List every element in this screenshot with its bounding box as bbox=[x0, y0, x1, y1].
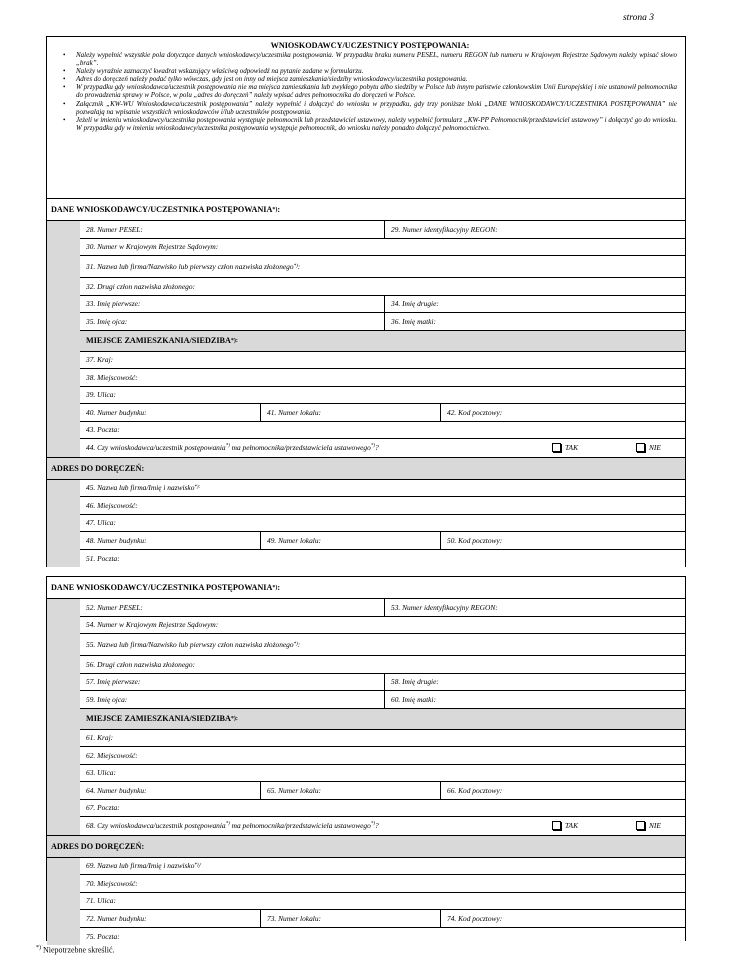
field-city[interactable]: 62. Miejscowość: bbox=[86, 750, 138, 760]
field-father-name[interactable]: 35. Imię ojca: bbox=[86, 316, 128, 326]
instruction-item: • Należy wyraźnie zaznaczyć kwadrat wskazujący właściwą odpowiedź na pytanie zadane w formularzu. bbox=[63, 67, 677, 75]
field-postal-code[interactable]: 42. Kod pocztowy: bbox=[440, 404, 685, 421]
field-regon[interactable]: 29. Numer identyfikacyjny REGON: bbox=[384, 221, 685, 238]
footnote: *) Niepotrzebne skreślić. bbox=[36, 945, 115, 955]
field-delivery-city[interactable]: 46. Miejscowość: bbox=[86, 500, 138, 510]
checkbox-no[interactable]: NIE bbox=[636, 443, 661, 452]
field-first-name[interactable]: 57. Imię pierwsze: bbox=[86, 677, 141, 687]
field-delivery-apartment-number[interactable]: 73. Numer lokalu: bbox=[260, 910, 440, 927]
field-regon[interactable]: 53. Numer identyfikacyjny REGON: bbox=[384, 599, 685, 616]
instruction-item: • Załącznik „KW-WU Wnioskodawca/uczestnik postępowania” należy wypełnić i dołączyć do wniosku w przypadku, gdy trzy poniższe bloki „DANE WNIOSKODAWCY/UCZESTNIKA POSTĘPOWANIA” nie pozwalają na wpisanie wszystkich wnioskodawców i/lub uczestników postępowania. bbox=[63, 100, 677, 116]
section-heading-delivery-address: ADRES DO DORĘCZEŃ: bbox=[47, 458, 685, 480]
field-delivery-apartment-number[interactable]: 49. Numer lokalu: bbox=[260, 532, 440, 549]
page-number: strona 3 bbox=[622, 13, 654, 23]
instructions-title: WNIOSKODAWCY/UCZESTNICY POSTĘPOWANIA: bbox=[270, 41, 470, 50]
field-delivery-street[interactable]: 71. Ulica: bbox=[86, 896, 116, 906]
field-delivery-street[interactable]: 47. Ulica: bbox=[86, 518, 116, 528]
field-street[interactable]: 39. Ulica: bbox=[86, 390, 116, 400]
applicant-box-1 bbox=[46, 36, 686, 567]
checkbox-icon[interactable] bbox=[636, 443, 645, 452]
residence-heading: MIEJSCE ZAMIESZKANIA/SIEDZIBA *): bbox=[80, 331, 685, 352]
instruction-item: • Jeżeli w imieniu wnioskodawcy/uczestnika postępowania występuje pełnomocnik lub przedstawiciel ustawowy, należy wypełnić formularz „KW-PP Pełnomocnik/przedstawiciel ustawowy” i dołączyć go do wniosku. W przypadku gdy w imieniu wnioskodawcy/uczestnika postępowania występuje pełnomocnik, do wniosku należy ponadto dołączyć pełnomocnictwo. bbox=[63, 116, 677, 132]
checkbox-icon[interactable] bbox=[552, 443, 561, 452]
field-street[interactable]: 63. Ulica: bbox=[86, 768, 116, 778]
residence-heading: MIEJSCE ZAMIESZKANIA/SIEDZIBA *): bbox=[80, 709, 685, 730]
field-building-number[interactable]: 40. Numer budynku: bbox=[86, 407, 147, 417]
question-has-representative: 44. Czy wnioskodawca/uczestnik postępowania*) ma pełnomocnika/przedstawiciela ustawowego*)? TAK NIE bbox=[86, 443, 661, 453]
field-city[interactable]: 38. Miejscowość: bbox=[86, 372, 138, 382]
checkbox-icon[interactable] bbox=[552, 821, 561, 830]
delivery-address-block bbox=[47, 858, 685, 946]
applicant-data-block bbox=[47, 221, 685, 458]
field-second-surname[interactable]: 56. Drugi człon nazwiska złożonego: bbox=[86, 659, 196, 669]
field-second-name[interactable]: 58. Imię drugie: bbox=[384, 674, 685, 691]
field-apartment-number[interactable]: 65. Numer lokalu: bbox=[260, 782, 440, 799]
field-second-surname[interactable]: 32. Drugi człon nazwiska złożonego: bbox=[86, 281, 196, 291]
checkbox-no[interactable]: NIE bbox=[636, 821, 661, 830]
instruction-item: • Należy wypełnić wszystkie pola dotyczące danych wnioskodawcy/uczestnika postępowania. W przypadku braku numeru PESEL, numeru REGON lub numeru w Krajowym Rejestrze Sądowym należy wpisać słowo „brak”. bbox=[63, 51, 677, 67]
field-delivery-postal-code[interactable]: 74. Kod pocztowy: bbox=[440, 910, 685, 927]
checkbox-icon[interactable] bbox=[636, 821, 645, 830]
field-apartment-number[interactable]: 41. Numer lokalu: bbox=[260, 404, 440, 421]
applicant-box-2 bbox=[46, 576, 686, 941]
field-second-name[interactable]: 34. Imię drugie: bbox=[384, 296, 685, 313]
field-pesel[interactable]: 28. Numer PESEL: bbox=[86, 224, 143, 234]
instruction-item: • W przypadku gdy wnioskodawca/uczestnik postępowania nie ma miejsca zamieszkania lub zwykłego pobytu albo siedziby w Polsce lub innym państwie członkowskim Unii Europejskiej i nie ustanowił pełnomocnika do prowadzenia sprawy w Polsce, w polu „adres do doręczeń” należy wpisać adres pełnomocnika do doręczeń w Polsce. bbox=[63, 83, 677, 99]
question-has-representative: 68. Czy wnioskodawca/uczestnik postępowania*) ma pełnomocnika/przedstawiciela ustawowego*)? TAK NIE bbox=[86, 821, 661, 831]
field-krs[interactable]: 54. Numer w Krajowym Rejestrze Sądowym: bbox=[86, 620, 219, 630]
instructions-panel bbox=[47, 37, 685, 199]
checkbox-yes[interactable]: TAK bbox=[552, 821, 622, 830]
field-name-or-company[interactable]: 31. Nazwa lub firma/Nazwisko lub pierwszy człon nazwiska złożonego *) : bbox=[86, 262, 301, 271]
field-mother-name[interactable]: 60. Imię matki: bbox=[384, 691, 685, 708]
field-krs[interactable]: 30. Numer w Krajowym Rejestrze Sądowym: bbox=[86, 242, 219, 252]
section-heading-applicant-data: DANE WNIOSKODAWCY/UCZESTNIKA POSTĘPOWANIA *) : bbox=[47, 199, 685, 221]
instruction-item: • Adres do doręczeń należy podać tylko wówczas, gdy jest on inny od miejsca zamieszkania/siedziby wnioskodawcy/uczestnika postępowania. bbox=[63, 75, 677, 83]
field-delivery-name[interactable]: 45. Nazwa lub firma/Imię i nazwisko *): bbox=[86, 483, 201, 493]
field-country[interactable]: 61. Kraj: bbox=[86, 733, 114, 743]
instructions-list bbox=[63, 51, 677, 132]
section-heading-applicant-data: DANE WNIOSKODAWCY/UCZESTNIKA POSTĘPOWANIA *) : bbox=[47, 577, 685, 599]
delivery-address-block bbox=[47, 480, 685, 568]
field-name-or-company[interactable]: 55. Nazwa lub firma/Nazwisko lub pierwszy człon nazwiska złożonego *) : bbox=[86, 640, 301, 649]
field-delivery-post-office[interactable]: 75. Poczta: bbox=[86, 931, 120, 941]
section-heading-delivery-address: ADRES DO DORĘCZEŃ: bbox=[47, 836, 685, 858]
field-post-office[interactable]: 43. Poczta: bbox=[86, 425, 120, 435]
field-delivery-city[interactable]: 70. Miejscowość: bbox=[86, 878, 138, 888]
field-delivery-building-number[interactable]: 72. Numer budynku: bbox=[86, 913, 147, 923]
field-delivery-name[interactable]: 69. Nazwa lub firma/Imię i nazwisko *) / bbox=[86, 861, 201, 871]
field-delivery-postal-code[interactable]: 50. Kod pocztowy: bbox=[440, 532, 685, 549]
field-mother-name[interactable]: 36. Imię matki: bbox=[384, 313, 685, 330]
field-post-office[interactable]: 67. Poczta: bbox=[86, 803, 120, 813]
field-first-name[interactable]: 33. Imię pierwsze: bbox=[86, 299, 141, 309]
field-postal-code[interactable]: 66. Kod pocztowy: bbox=[440, 782, 685, 799]
field-building-number[interactable]: 64. Numer budynku: bbox=[86, 785, 147, 795]
field-pesel[interactable]: 52. Numer PESEL: bbox=[86, 602, 143, 612]
field-father-name[interactable]: 59. Imię ojca: bbox=[86, 694, 128, 704]
field-delivery-building-number[interactable]: 48. Numer budynku: bbox=[86, 535, 147, 545]
field-country[interactable]: 37. Kraj: bbox=[86, 355, 114, 365]
applicant-data-block bbox=[47, 599, 685, 836]
field-delivery-post-office[interactable]: 51. Poczta: bbox=[86, 553, 120, 563]
checkbox-yes[interactable]: TAK bbox=[552, 443, 622, 452]
